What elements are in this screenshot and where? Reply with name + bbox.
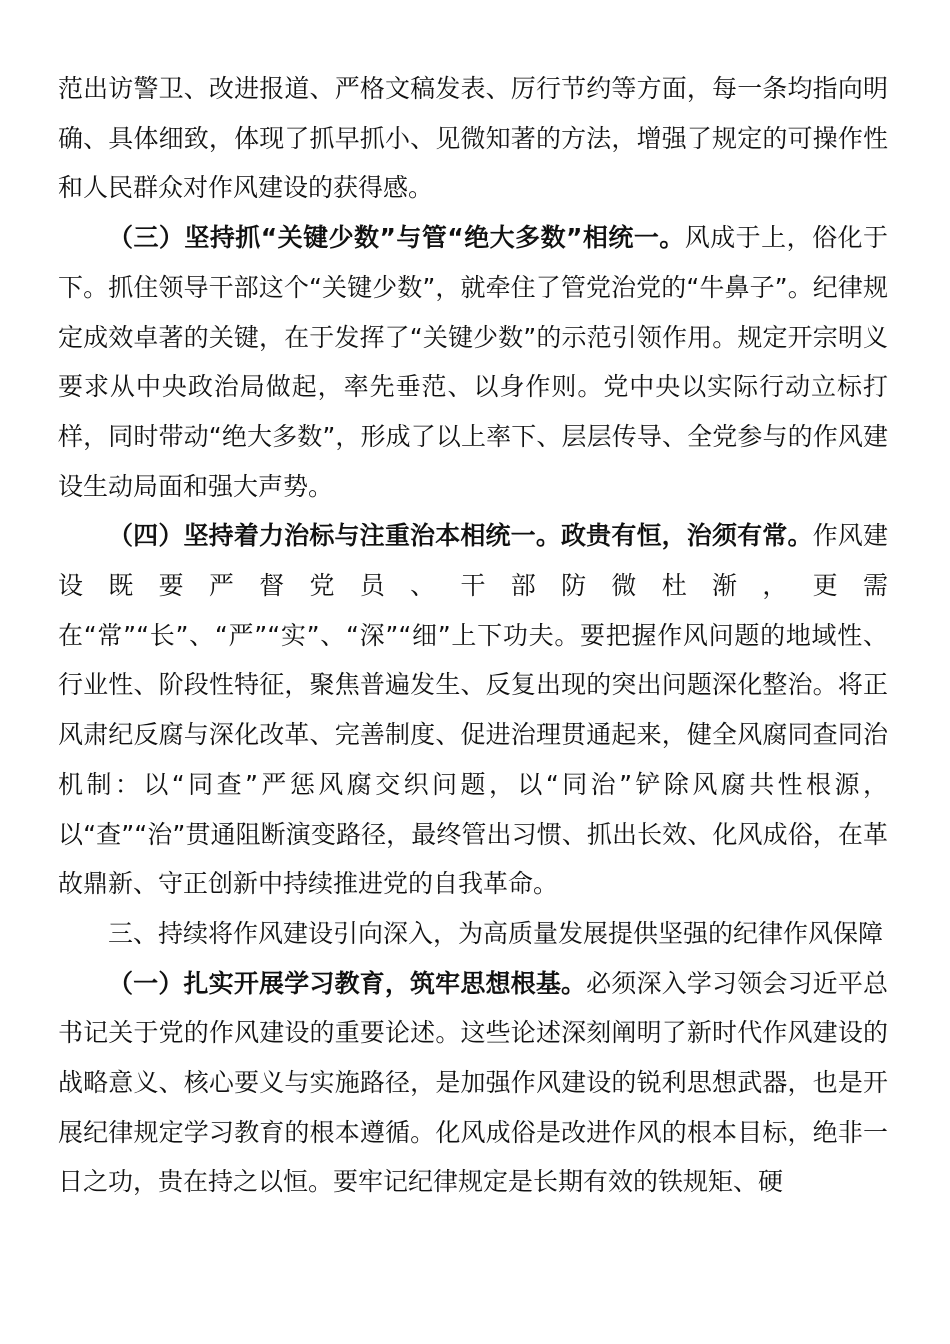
paragraph-lead-heading: （三）坚持抓“关键少数”与管“绝大多数”相统一。 [108, 223, 685, 253]
paragraph-text: 必须深入学习领会习近平总书记关于党的作风建设的重要论述。这些论述深刻阐明了新时代作风建设的战略意义、核心要义与实施路径，是加强作风建设的锐利思想武器，也是开展纪律规定学习教育的根本遵循。化风成俗是改进作风的根本目标，绝非一日之功，贵在持之以恒。要牢记纪律规定是长期有效的铁规矩、硬 [58, 968, 888, 1197]
document-body [58, 64, 888, 1207]
paragraph-lead-heading: （四）坚持着力治标与注重治本相统一。政贵有恒，治须有常。 [108, 521, 813, 551]
paragraph-text: 风成于上，俗化于下。抓住领导干部这个“关键少数”，就牵住了管党治党的“牛鼻子”。纪律规定成效卓著的关键，在于发挥了“关键少数”的示范引领作用。规定开宗明义要求从中央政治局做起，率先垂范、以身作则。党中央以实际行动立标打样，同时带动“绝大多数”，形成了以上率下、层层传导、全党参与的作风建设生动局面和强大声势。 [58, 223, 888, 501]
paragraph-section-3-4 [58, 511, 888, 909]
paragraph-lead-heading: （一）扎实开展学习教育，筑牢思想根基。 [108, 968, 587, 998]
section-heading-text: 三、持续将作风建设引向深入，为高质量发展提供坚强的纪律作风保障 [108, 918, 884, 948]
paragraph-text: 范出访警卫、改进报道、严格文稿发表、厉行节约等方面，每一条均指向明确、具体细致，体现了抓早抓小、见微知著的方法，增强了规定的可操作性和人民群众对作风建设的获得感。 [58, 74, 888, 203]
paragraph-text: 作风建设既要严督党员、干部防微杜渐，更需在“常”“长”、“严”“实”、“深”“细”上下功夫。要把握作风问题的地域性、行业性、阶段性特征，聚焦普遍发生、反复出现的突出问题深化整治。将正风肃纪反腐与深化改革、完善制度、促进治理贯通起来，健全风腐同查同治机制：以“同查”严惩风腐交织问题，以“同治”铲除风腐共性根源，以“查”“治”贯通阻断演变路径，最终管出习惯、抓出长效、化风成俗，在革故鼎新、守正创新中持续推进党的自我革命。 [58, 521, 888, 899]
paragraph-section-three-1 [58, 959, 888, 1208]
section-heading-three [58, 909, 888, 959]
paragraph-section-3-3 [58, 213, 888, 511]
paragraph-continuation [58, 64, 888, 213]
